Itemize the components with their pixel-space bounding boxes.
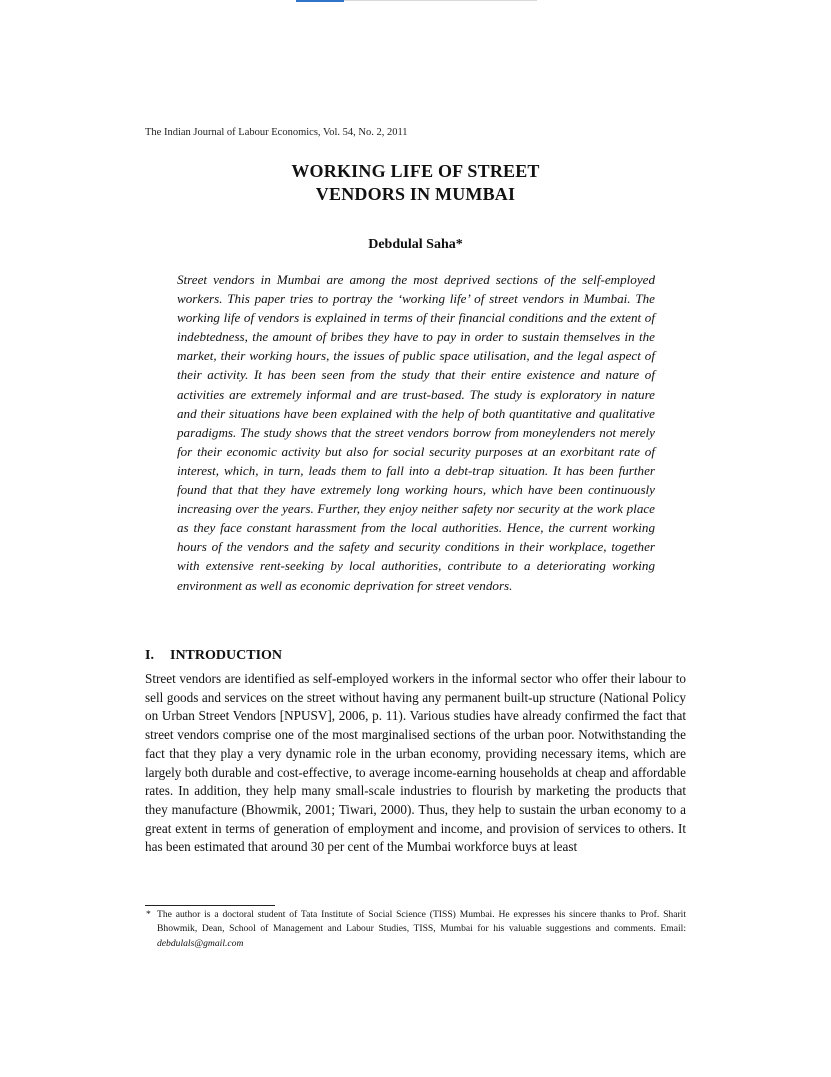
section-title: INTRODUCTION [170,648,283,663]
footnote-divider [145,905,275,906]
title-line-1: WORKING LIFE OF STREET [291,161,540,181]
top-divider-line [344,0,537,1]
footnote [145,908,686,951]
paper-title [145,160,686,206]
author-email-link[interactable]: debdulals@gmail.com [157,937,244,949]
journal-citation: The Indian Journal of Labour Economics, Vol. 54, No. 2, 2011 [145,127,408,138]
title-line-2: VENDORS IN MUMBAI [315,184,516,204]
author-line [145,237,686,253]
abstract: Street vendors in Mumbai are among the most deprived sections of the self-employed workers. This paper tries to portray the ‘working life’ of street vendors in Mumbai. The working life of vendors is explained in terms of their financial conditions and the extent of indebtedness, the amount of bribes they have to pay in order to sustain themselves in the market, their working hours, the issues of public space utilisation, and the legal aspect of their activity. It has been seen from the study that their entire existence and nature of activities are extremely informal and are trust-based. The study is exploratory in nature and their situations have been explained with the help of both quantitative and qualitative paradigms. The study shows that the street vendors borrow from moneylenders not merely for their economic activity but also for social security purposes at an exorbitant rate of interest, which, in turn, leads them to fall into a debt-trap situation. It has been further found that that they have extremely long working hours, which have been continuously increasing over the years. Further, they enjoy neither safety nor security at the work place as they face constant harassment from the local authorities. Hence, the current working hours of the vendors and the safety and security conditions in their workplace, together with extensive rent-seeking by local authorities, contribute to a deteriorating working environment as well as economic deprivation for street vendors. [177,272,655,593]
footnote-text: The author is a doctoral student of Tata Institute of Social Science (TISS) Mumbai. He expresses his sincere thanks to Prof. Sharit Bhowmik, Dean, School of Management and Labour Studies, TISS, Mumbai for his valuable suggestions and comments. Email: [157,909,686,935]
footnote-marker: * [146,909,151,920]
section-heading-introduction [145,648,282,664]
author-name: Debdulal Saha [368,237,456,252]
section-number: I. [145,648,154,663]
top-accent-bar [296,0,344,2]
introduction-paragraph: Street vendors are identified as self-employed workers in the informal sector who offer their labour to sell goods and services on the street without having any permanent built-up structure (National Policy on Urban Street Vendors [NPUSV], 2006, p. 11). Various studies have already confirmed the fact that street vendors comprise one of the most marginalised sections of the urban poor. Notwithstanding the fact that they play a very dynamic role in the urban economy, providing necessary items, which are largely both durable and cost-effective, to average income-earning households at cheap and affordable rates. In addition, they help many small-scale industries to flourish by marketing the products that they manufacture (Bhowmik, 2001; Tiwari, 2000). Thus, they help to sustain the urban economy to a great extent in terms of generation of employment and income, and provision of services to others. It has been estimated that around 30 per cent of the Mumbai workforce buys at least [145,671,686,855]
author-footnote-marker: * [455,237,463,252]
